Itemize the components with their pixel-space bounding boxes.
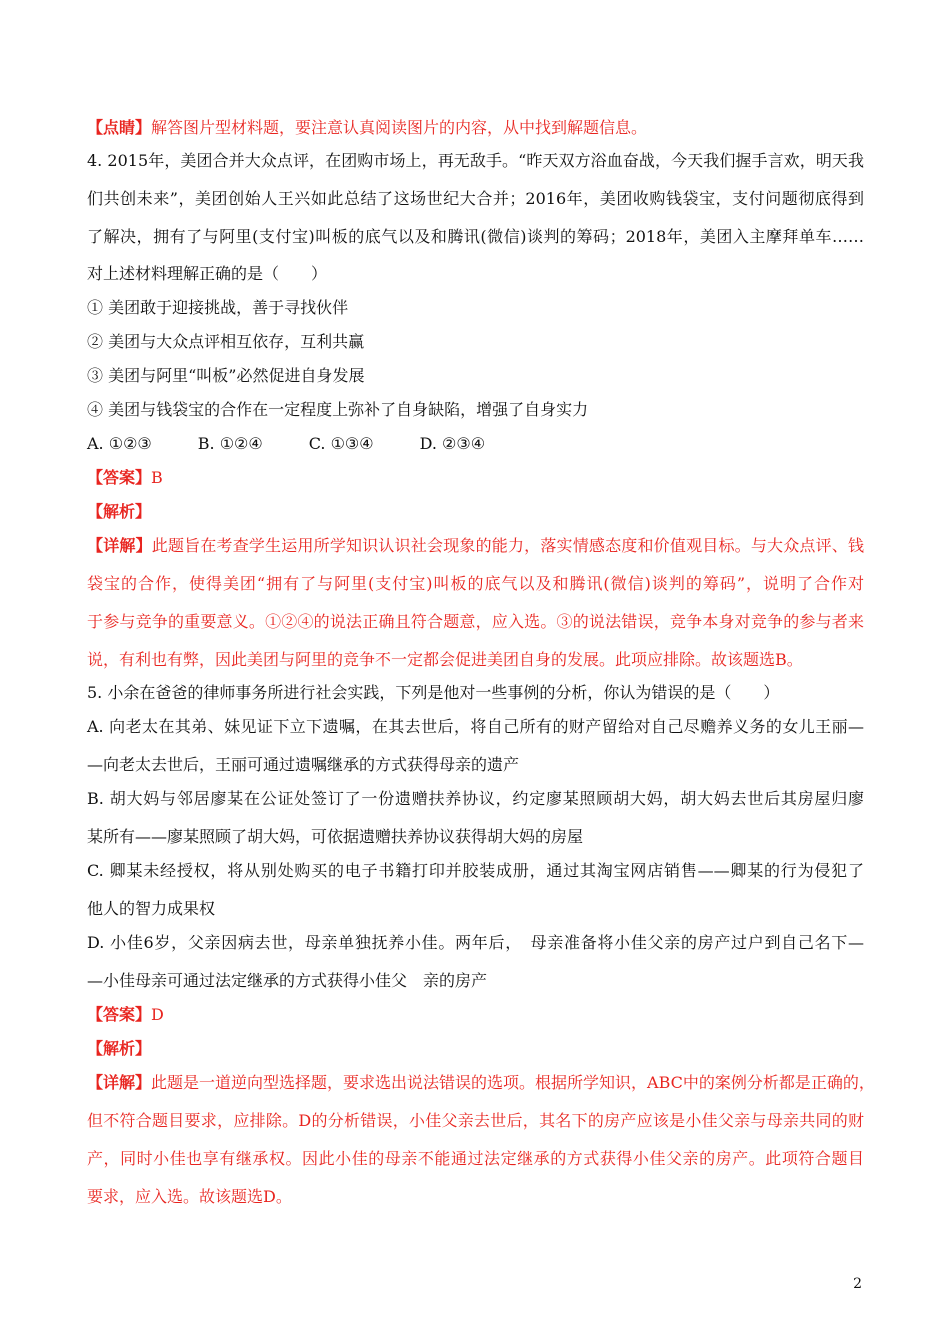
q4-option-b: B. ①②④ (197, 434, 263, 453)
q4-detail-line (87, 536, 864, 556)
q5-option-line: A. 向老太在其弟、妹见证下立下遗嘱，在其去世后，将自己所有的财产留给对自己尽赡养义务的女儿王丽— (87, 717, 864, 736)
q5-stem: 5. 小余在爸爸的律师事务所进行社会实践，下列是他对一些事例的分析，你认为错误的是（ ） (87, 683, 780, 702)
q5-detail-line (87, 1073, 875, 1093)
q5-option-line: —小佳母亲可通过法定继承的方式获得小佳父 亲的房产 (87, 971, 488, 990)
q4-detail-line: 袋宝的合作，使得美团“拥有了与阿里(支付宝)叫板的底气以及和腾讯(微信)谈判的筹码”，说明了合作对 (87, 574, 864, 593)
q4-detail-line: 于参与竞争的重要意义。①②④的说法正确且符合题意，应入选。③的说法错误，竞争本身对竞争的参与者来 (87, 612, 864, 631)
q4-option-a: A. ①②③ (87, 434, 152, 453)
q4-detail-line: 说，有利也有弊，因此美团与阿里的竞争不一定都会促进美团自身的发展。此项应排除。故该题选B。 (87, 650, 803, 669)
q5-detail-text: 此题是一道逆向型选择题，要求选出说法错误的选项。根据所学知识，ABC中的案例分析都是正确的， (151, 1073, 875, 1092)
q4-stem-line: 们共创未来”，美团创始人王兴如此总结了这场世纪大合并；2016年，美团收购钱袋宝，支付问题彻底得到 (87, 189, 864, 208)
q5-answer (87, 1005, 864, 1025)
q4-options (87, 434, 531, 454)
q5-option-line: B. 胡大妈与邻居廖某在公证处签订了一份遗赠扶养协议，约定廖某照顾胡大妈，胡大妈去世后其房屋归廖 (87, 789, 864, 808)
q4-statement: ① 美团敢于迎接挑战，善于寻找伙伴 (87, 298, 349, 317)
tip-line (87, 118, 864, 138)
q5-detail-line: 但不符合题目要求，应排除。D的分析错误，小佳父亲去世后，其名下的房产应该是小佳父亲与母亲共同的财 (87, 1111, 864, 1130)
q5-detail-line: 要求，应入选。故该题选D。 (87, 1187, 292, 1206)
q5-option-line: 他人的智力成果权 (87, 899, 216, 918)
q5-option-line: D. 小佳6岁，父亲因病去世，母亲单独抚养小佳。两年后， 母亲准备将小佳父亲的房产过户到自己名下— (87, 933, 864, 952)
q4-detail-label: 【详解】 (87, 536, 152, 555)
q5-option-line: C. 卿某未经授权，将从别处购买的电子书籍打印并胶装成册，通过其淘宝网店销售——卿某的行为侵犯了 (87, 861, 864, 880)
q5-analysis-label: 【解析】 (87, 1039, 152, 1058)
page-number: 2 (853, 1276, 862, 1292)
q4-option-d: D. ②③④ (419, 434, 486, 453)
q4-analysis-label: 【解析】 (87, 502, 152, 521)
q5-option-line: 某所有——廖某照顾了胡大妈，可依据遗赠扶养协议获得胡大妈的房屋 (87, 827, 584, 846)
q5-answer-label: 【答案】 (87, 1005, 152, 1024)
q4-option-c: C. ①③④ (308, 434, 374, 453)
q4-statement: ② 美团与大众点评相互依存，互利共赢 (87, 332, 365, 351)
q4-statement: ③ 美团与阿里“叫板”必然促进自身发展 (87, 366, 365, 385)
q5-option-line: —向老太去世后，王丽可通过遗嘱继承的方式获得母亲的遗产 (87, 755, 520, 774)
q4-answer-value: B (151, 468, 163, 487)
q4-answer-label: 【答案】 (87, 468, 152, 487)
q4-stem-line: 4. 2015年，美团合并大众点评，在团购市场上，再无敌手。“昨天双方浴血奋战，今天我们握手言欢，明天我 (87, 151, 864, 170)
q5-detail-label: 【详解】 (87, 1073, 152, 1092)
q5-detail-line: 产，同时小佳也享有继承权。因此小佳的母亲不能通过法定继承的方式获得小佳父亲的房产。此项符合题目 (87, 1149, 864, 1168)
tip-label: 【点睛】 (87, 118, 152, 137)
tip-text: 解答图片型材料题，要注意认真阅读图片的内容，从中找到解题信息。 (151, 118, 648, 137)
q4-stem-line: 对上述材料理解正确的是（ ） (87, 264, 328, 283)
q4-detail-text: 此题旨在考查学生运用所学知识认识社会现象的能力，落实情感态度和价值观目标。与大众点评、钱 (151, 536, 864, 555)
q4-answer (87, 468, 864, 488)
q4-stem-line: 了解决，拥有了与阿里(支付宝)叫板的底气以及和腾讯(微信)谈判的筹码；2018年，美团入主摩拜单车…… (87, 227, 864, 246)
q5-answer-value: D (151, 1005, 164, 1024)
q4-statement: ④ 美团与钱袋宝的合作在一定程度上弥补了自身缺陷，增强了自身实力 (87, 400, 589, 419)
